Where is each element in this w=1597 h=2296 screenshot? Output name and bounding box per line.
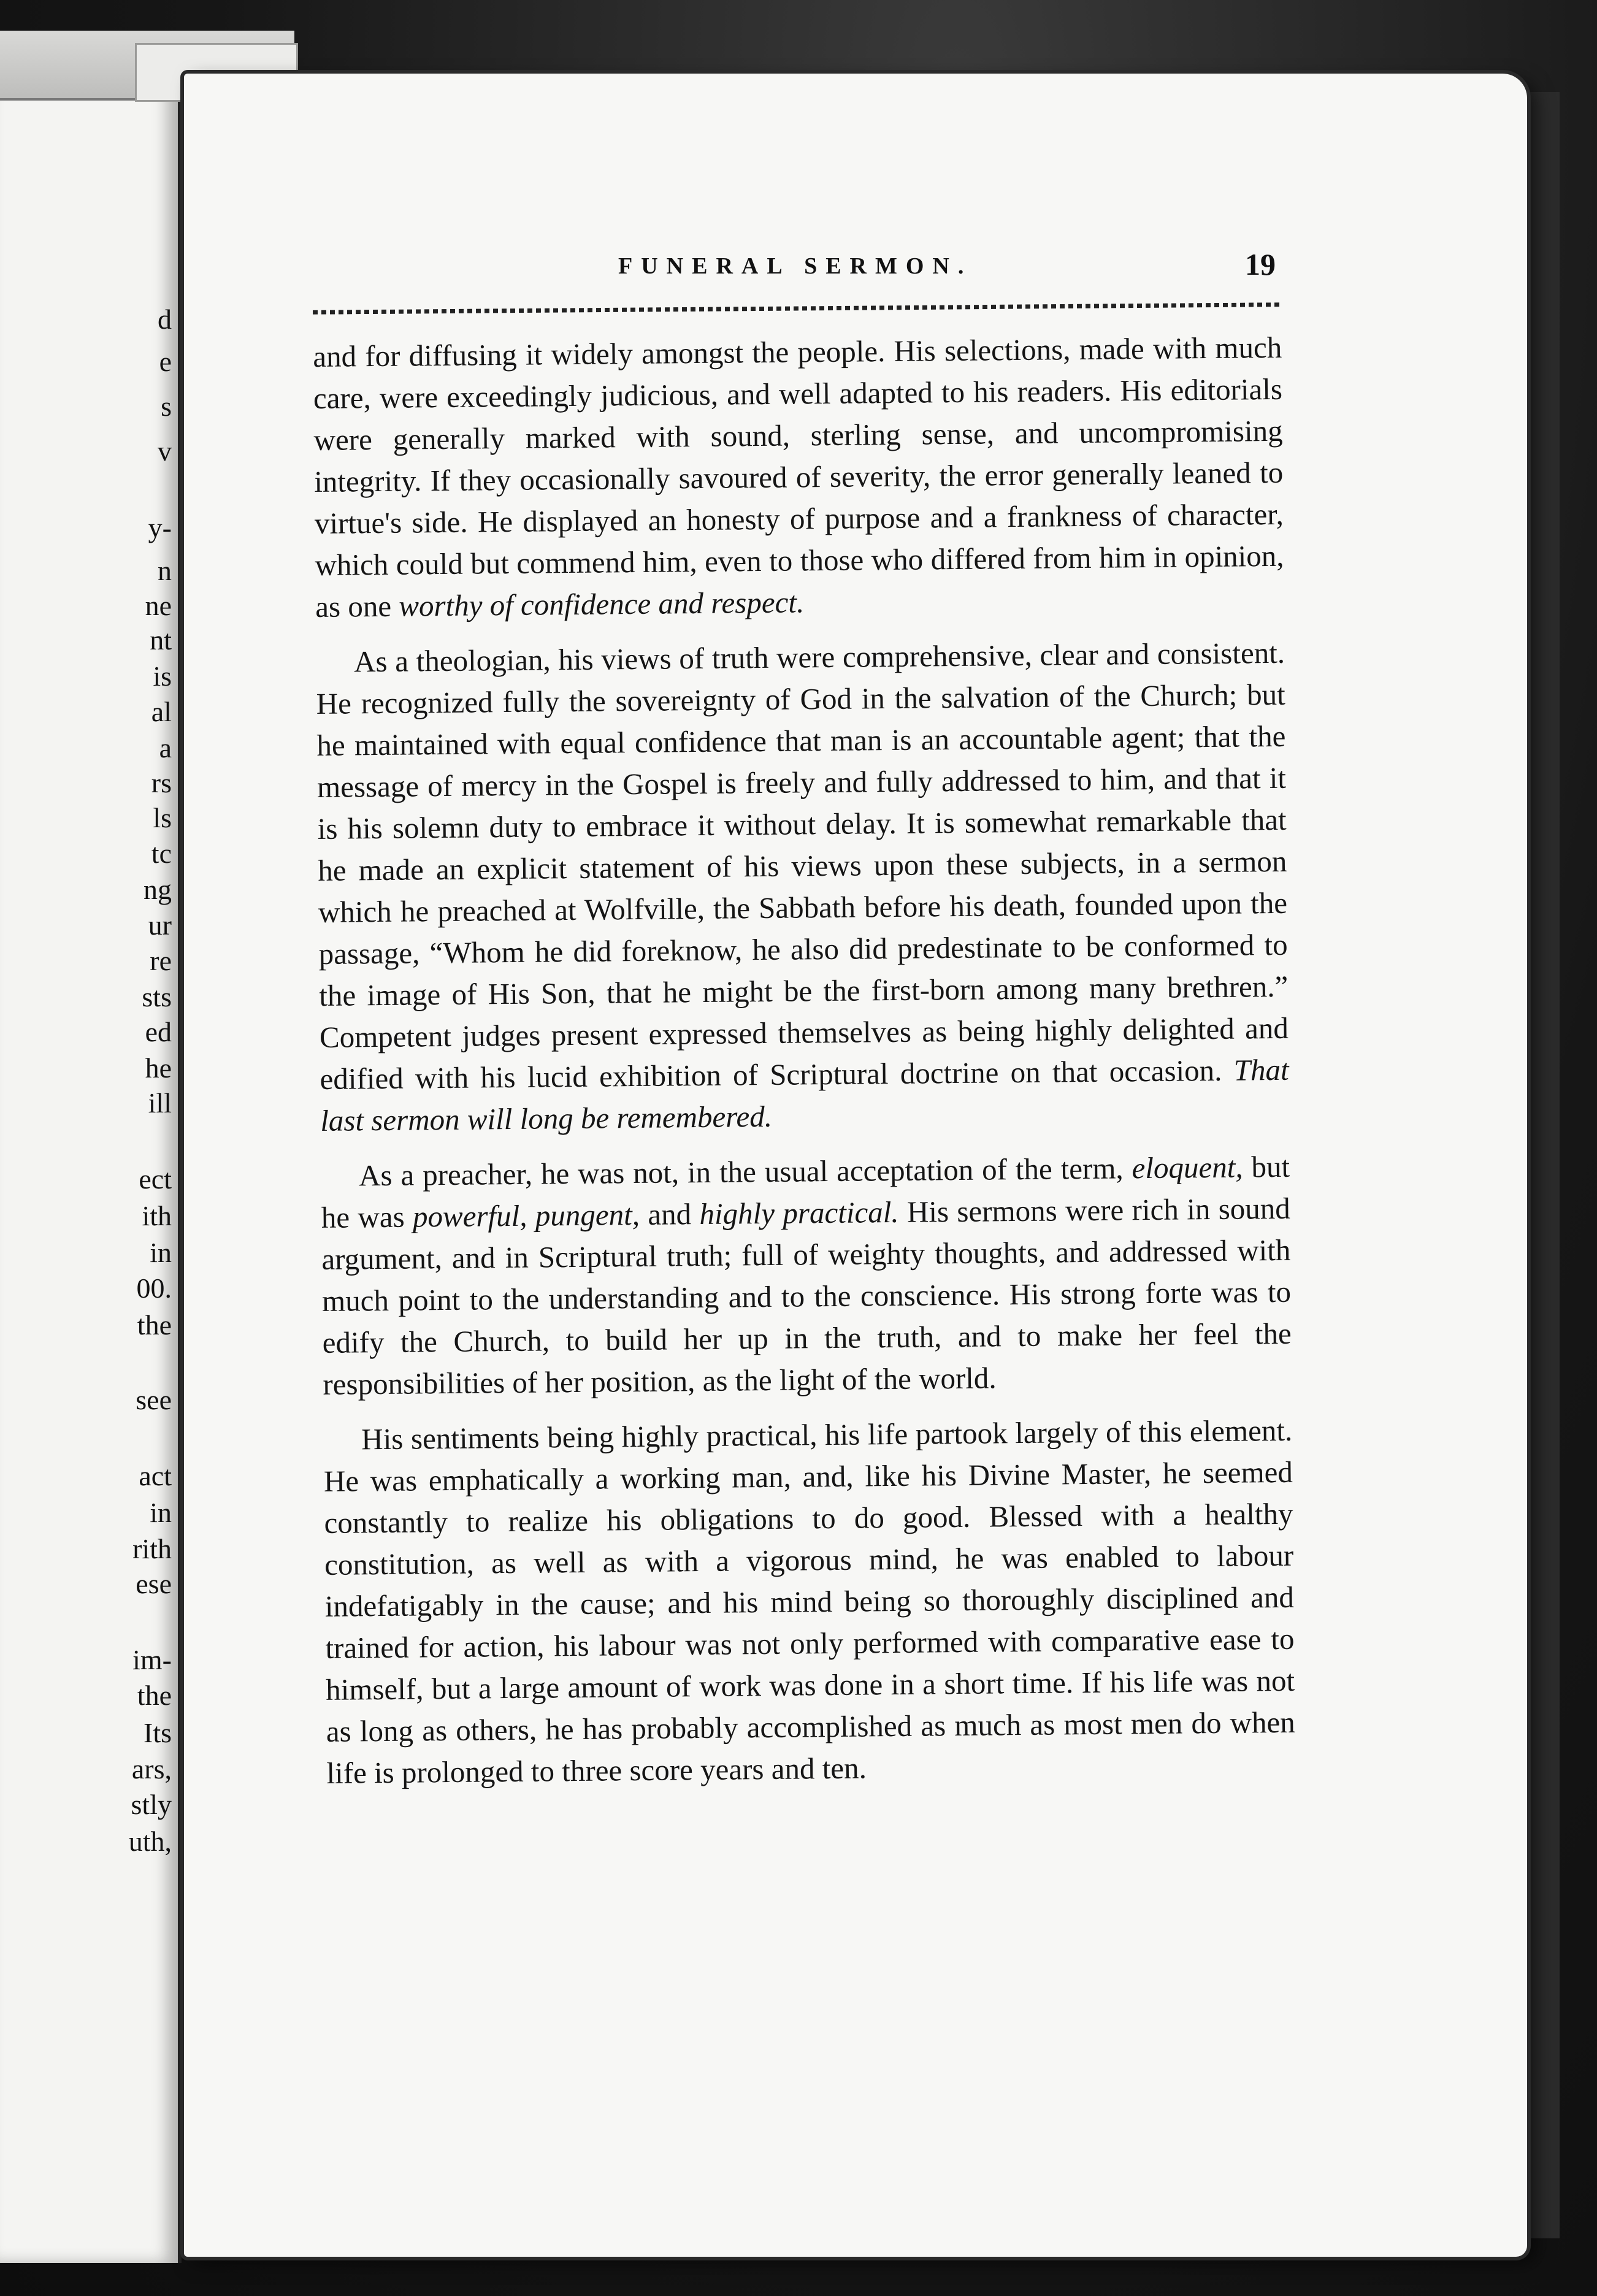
- facing-page-fragment: tc: [151, 838, 172, 869]
- facing-page-fragment: the: [137, 1309, 172, 1341]
- facing-page-fragment: n: [158, 555, 172, 586]
- italic-text: That last sermon will long be remembered.: [320, 1052, 1289, 1138]
- italic-text: eloquent,: [1132, 1150, 1243, 1185]
- page-number: 19: [1245, 247, 1276, 281]
- facing-page-fragment: see: [136, 1384, 172, 1415]
- facing-page-fragment: the: [137, 1680, 172, 1711]
- facing-page-fragment: he: [145, 1052, 172, 1084]
- facing-page-fragment: v: [158, 435, 172, 467]
- facing-page-fragment: ng: [144, 874, 172, 905]
- facing-page-fragment: in: [150, 1497, 172, 1528]
- facing-page-fragment: ill: [148, 1087, 172, 1119]
- running-title: FUNERAL SERMON.: [618, 253, 973, 279]
- facing-page-fragment: uth,: [128, 1826, 172, 1857]
- page-edge-shadow: [1527, 92, 1560, 2238]
- text-run: His sentiments being highly practical, his life partook largely of this element. He was emphatically a working man, and, like his Divine Master, he seemed constantly to realize his obligations to do good. Blessed with a healthy constitution, as well as with a vigorous mind, he was enabled to labour indefatigably in the cause; and his mind being so thoroughly disciplined and trained for action, his labour was not only performed with comparative ease to himself, but a large amount of work was done in a short time. If his life was not as long as others, he has probably accomplished as much as most men do when life is prolonged to three score years and ten.: [323, 1413, 1296, 1790]
- body-text: [313, 327, 1296, 1808]
- facing-page-fragment: al: [151, 696, 172, 727]
- paragraph: [323, 1410, 1296, 1794]
- text-run: and for diffusing it widely amongst the people. His selections, made with much care, were exceedingly judicious, and well adapted to his readers. His editorials were generally marked with sound, sterling sense, and uncompromising integrity. If they occasionally savoured of severity, the error generally leaned to virtue's side. He displayed an honesty of purpose and a frankness of character, which could but commend him, even to those who differed from him in opinion, as one: [313, 330, 1284, 624]
- text-run: but he was: [321, 1149, 1290, 1234]
- italic-text: worthy of confidence and respect.: [399, 585, 805, 623]
- facing-page-fragment: d: [158, 304, 172, 335]
- facing-page-fragment: in: [150, 1237, 172, 1268]
- facing-page-fragment: a: [159, 732, 172, 763]
- text-run: As a theologian, his views of truth were comprehensive, clear and consistent. He recognized fully the sovereignty of God in the salvation of the Church; but he maintained with equal confidence that man is an accountable agent; that the message of mercy in the Gospel is freely and fully addressed to him, and that it is his solemn duty to embrace it without delay. It is somewhat remarkable that he made an explicit statement of his views upon these subjects, in a sermon which he preached at Wolfville, the Sabbath before his death, founded upon the passage, “Whom he did foreknow, he also did predestinate to be conformed to the image of His Son, that he might be the first-born among many brethren.” Competent judges present expressed themselves as being highly delighted and edified with his lucid exhibition of Scriptural doctrine on that occasion.: [316, 635, 1289, 1096]
- facing-page-fragment: 00.: [136, 1272, 172, 1304]
- facing-page-fragment: ars,: [131, 1753, 172, 1785]
- facing-page-fragment: e: [159, 346, 172, 377]
- facing-page-fragment: stly: [131, 1789, 172, 1820]
- facing-page-fragment: ed: [145, 1016, 172, 1047]
- facing-page-fragment: ls: [153, 802, 172, 833]
- facing-page-fragment: ese: [136, 1568, 172, 1599]
- facing-page-fragment: sts: [142, 981, 172, 1012]
- facing-page-fragment: re: [150, 945, 172, 976]
- text-run: His sermons were rich in sound argument, and in Scriptural truth; full of weighty thoughts, and addressed with much point to the understanding and to the conscience. His strong forte was to edify the Church, to build her up in the truth, and to make her feel the responsibilities of her position, as the light of the world.: [321, 1191, 1292, 1401]
- facing-page-fragment: s: [161, 391, 172, 422]
- facing-page-fragment: ect: [139, 1163, 172, 1195]
- facing-page-fragment: nt: [150, 624, 172, 656]
- paragraph: [316, 632, 1290, 1142]
- facing-page-fragment: act: [139, 1460, 172, 1491]
- facing-page-fragment: rs: [151, 767, 172, 798]
- facing-page-fragment: ur: [148, 909, 172, 941]
- facing-page-fragment: Its: [144, 1717, 172, 1748]
- text-run: As a preacher, he was not, in the usual acceptation of the term,: [358, 1151, 1132, 1193]
- paragraph: [313, 327, 1284, 628]
- facing-page-fragment: y-: [148, 512, 172, 543]
- facing-page-fragment: rith: [132, 1533, 172, 1564]
- paragraph: [321, 1146, 1292, 1406]
- italic-text: highly practical.: [699, 1195, 899, 1231]
- facing-page-fragment: im-: [132, 1644, 172, 1675]
- facing-page-fragment: ne: [145, 590, 172, 621]
- facing-page-fragment: is: [153, 660, 172, 692]
- facing-page-fragment: ith: [142, 1200, 172, 1231]
- italic-text: powerful, pungent,: [412, 1197, 640, 1234]
- left-facing-page: [0, 80, 182, 2263]
- text-run: and: [639, 1197, 700, 1231]
